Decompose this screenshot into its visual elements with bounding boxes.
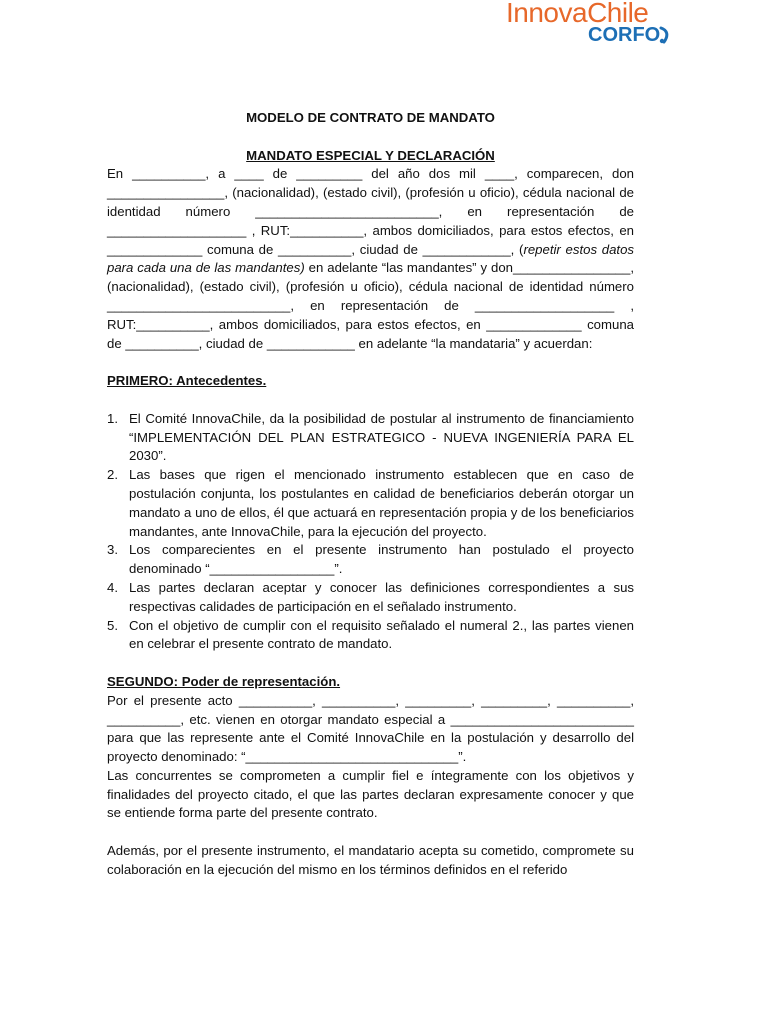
intro-paragraph: [107, 165, 634, 353]
list-item-number: 2.: [107, 467, 118, 483]
poder-paragraph-2: Las concurrentes se comprometen a cumplir fiel e íntegramente con los objetivos y finalidades del proyecto citado, el que las partes declaran expresamente conocer y que se entiende forma parte del presente contrato.: [107, 767, 634, 821]
list-item-number: 5.: [107, 617, 118, 633]
document-body: [107, 109, 634, 880]
list-item-number: 4.: [107, 579, 118, 595]
list-item-text: El Comité InnovaChile, da la posibilidad de postular al instrumento de financiamiento “IMPLEMENTACIÓN DEL PLAN ESTRATEGICO - NUEVA INGENIERÍA PARA EL 2030”.: [129, 410, 634, 464]
list-item-text: Los comparecientes en el presente instrumento han postulado el proyecto denominado “_________________”.: [129, 542, 634, 577]
intro-text-italic: repetir estos datos para cada una de las mandantes): [107, 241, 634, 276]
list-item: [107, 410, 634, 466]
section-segundo-heading: SEGUNDO: Poder de representación.: [107, 673, 341, 689]
logo-innovachile-text: InnovaChile: [506, 0, 649, 28]
list-item: [107, 617, 634, 655]
document-title: MODELO DE CONTRATO DE MANDATO: [246, 110, 495, 125]
intro-text-part1: En __________, a ____ de _________ del año dos mil ____, comparecen, don ________________, (nacionalidad), (estado civil), (profesión u oficio), cédula nacional de identidad número _________________________, en representación de ___________________ , RUT:__________, ambos domiciliados, para estos efectos, en _____________ comuna de __________, ciudad de ____________, (: [107, 166, 634, 257]
list-item: [107, 466, 634, 541]
list-item: [107, 541, 634, 579]
paragraph-spacer: [107, 823, 634, 842]
corfo-swoosh-icon: [658, 26, 672, 44]
document-subtitle: MANDATO ESPECIAL Y DECLARACIÓN: [246, 147, 495, 163]
poder-paragraph-3: Además, por el presente instrumento, el mandatario acepta su cometido, compromete su colaboración en la ejecución del mismo en los términos definidos en el referido: [107, 843, 634, 877]
antecedentes-list: [107, 410, 634, 654]
list-item-text: Las partes declaran aceptar y conocer las definiciones correspondientes a sus respectivas calidades de participación en el señalado instrumento.: [129, 579, 634, 614]
section-primero-heading: PRIMERO: Antecedentes.: [107, 373, 267, 389]
poder-paragraph-1: Por el presente acto __________, __________, _________, _________, __________, __________, etc. vienen en otorgar mandato especial a _________________________ para que las represente ante el Comité InnovaChile en la postulación y desarrollo del proyecto denominado: “_____________________________”.: [107, 692, 634, 765]
list-item: [107, 579, 634, 617]
intro-text-part2: en adelante “las mandantes” y don________________, (nacionalidad), (estado civil), (profesión u oficio), cédula nacional de identidad número _________________________, en representación de ___________________ , RUT:__________, ambos domiciliados, para estos efectos, en _____________ comuna de __________, ciudad de ____________ en adelante “la mandataria” y acuerdan:: [107, 260, 635, 351]
logo-corfo-text: CORFO: [588, 24, 661, 46]
list-item-number: 1.: [107, 410, 118, 426]
list-item-text: Con el objetivo de cumplir con el requisito señalado el numeral 2., las partes vienen en celebrar el presente contrato de mandato.: [129, 617, 634, 652]
innovachile-corfo-logo: [506, 0, 674, 50]
list-item-number: 3.: [107, 542, 118, 558]
list-item-text: Las bases que rigen el mencionado instrumento establecen que en caso de postulación conjunta, los postulantes en calidad de beneficiarios deberán otorgar un mandato a uno de ellos, él que actuará en representación propia y de los beneficiarios mandantes, ante InnovaChile, para la ejecución del proyecto.: [129, 467, 634, 539]
